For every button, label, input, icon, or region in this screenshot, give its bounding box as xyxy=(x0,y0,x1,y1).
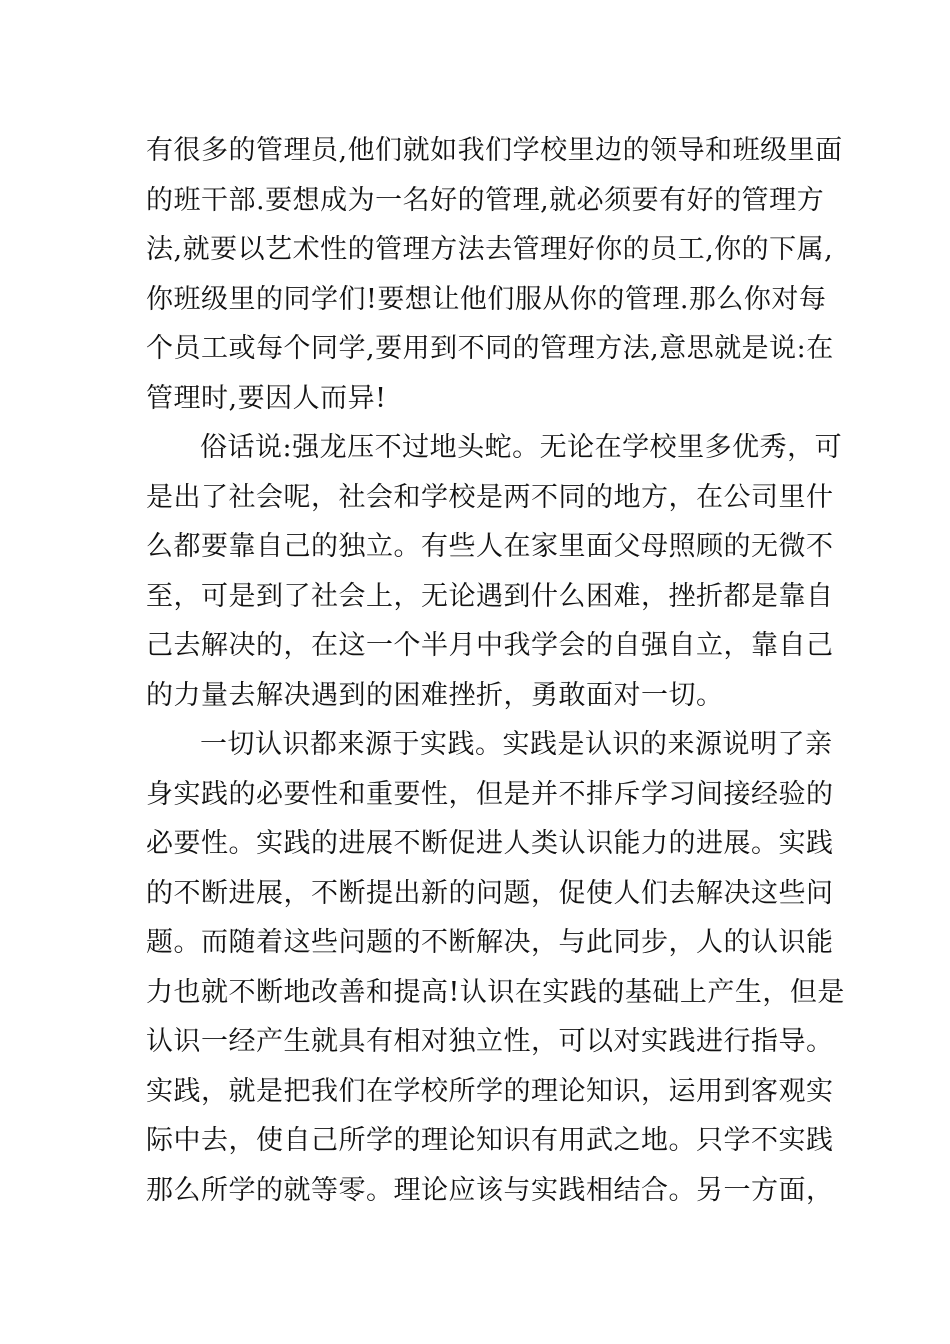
text-line: 法,就要以艺术性的管理方法去管理好你的员工,你的下属, xyxy=(146,234,834,265)
text-line: 的班干部.要想成为一名好的管理,就必须要有好的管理方 xyxy=(146,184,825,216)
text-line: 必要性。实践的进展不断促进人类认识能力的进展。实践 xyxy=(146,828,834,859)
text-line: 至，可是到了社会上，无论遇到什么困难，挫折都是靠自 xyxy=(146,580,834,612)
text-line: 的力量去解决遇到的困难挫折，勇敢面对一切。 xyxy=(146,679,724,711)
text-line: 那么所学的就等零。理论应该与实践相结合。另一方面， xyxy=(146,1174,834,1206)
text-line: 的不断进展，不断提出新的问题，促使人们去解决这些问 xyxy=(146,877,834,909)
text-line: 题。而随着这些问题的不断解决，与此同步，人的认识能 xyxy=(146,927,834,958)
text-line: 俗话说:强龙压不过地头蛇。无论在学校里多优秀，可 xyxy=(200,432,843,463)
text-line: 实践，就是把我们在学校所学的理论知识，运用到客观实 xyxy=(146,1075,834,1107)
text-line: 管理时,要因人而异! xyxy=(146,382,387,414)
text-line: 力也就不断地改善和提高!认识在实践的基础上产生，但是 xyxy=(146,976,845,1008)
text-line: 有很多的管理员,他们就如我们学校里边的领导和班级里面 xyxy=(146,135,843,166)
text-line: 认识一经产生就具有相对独立性，可以对实践进行指导。 xyxy=(146,1026,834,1057)
text-line: 是出了社会呢，社会和学校是两不同的地方，在公司里什 xyxy=(146,481,834,513)
text-line: 际中去，使自己所学的理论知识有用武之地。只学不实践 xyxy=(146,1125,834,1156)
text-line: 己去解决的，在这一个半月中我学会的自强自立，靠自己 xyxy=(146,630,834,661)
document-body xyxy=(146,126,845,1215)
text-line: 身实践的必要性和重要性，但是并不排斥学习间接经验的 xyxy=(146,778,834,810)
text-line: 么都要靠自己的独立。有些人在家里面父母照顾的无微不 xyxy=(146,531,834,562)
paragraph-3 xyxy=(146,720,845,1215)
text-line: 个员工或每个同学,要用到不同的管理方法,意思就是说:在 xyxy=(146,333,834,364)
paragraph-1 xyxy=(146,126,843,423)
paragraph-2 xyxy=(146,423,843,720)
text-line: 你班级里的同学们!要想让他们服从你的管理.那么你对每 xyxy=(146,283,827,315)
text-line: 一切认识都来源于实践。实践是认识的来源说明了亲 xyxy=(200,729,833,760)
